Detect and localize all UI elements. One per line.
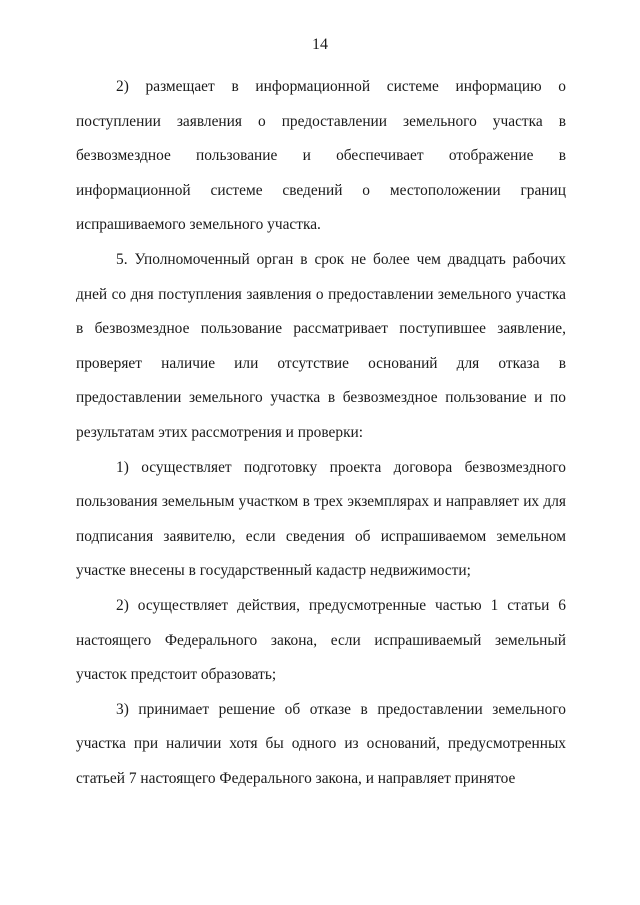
page-body: [76, 70, 566, 796]
paragraph-item-2-placement: 2) размещает в информационной системе информацию о поступлении заявления о предоставлении земельного участка в безвозмездное пользование и обеспечивает отображение в информационной системе сведений о местоположении границ испрашиваемого земельного участка.: [76, 78, 566, 234]
paragraph-item-3-refusal: 3) принимает решение об отказе в предоставлении земельного участка при наличии хотя бы одного из оснований, предусмотренных статьей 7 настоящего Федерального закона, и направляет принятое: [76, 700, 566, 787]
paragraph-item-1-contract: 1) осуществляет подготовку проекта договора безвозмездного пользования земельным участком в трех экземплярах и направляет их для подписания заявителю, если сведения об испрашиваемом земельном участке внесены в государственный кадастр недвижимости;: [76, 458, 566, 580]
paragraph-item-2-actions: 2) осуществляет действия, предусмотренные частью 1 статьи 6 настоящего Федерального закона, если испрашиваемый земельный участок предстоит образовать;: [76, 596, 566, 684]
page-number: 14: [312, 36, 328, 53]
paragraph-clause-5: 5. Уполномоченный орган в срок не более чем двадцать рабочих дней со дня поступления заявления о предоставлении земельного участка в безвозмездное пользование рассматривает поступившее заявление, проверяет наличие или отсутствие оснований для отказа в предоставлении земельного участка в безвозмездное пользование и по результатам этих рассмотрения и проверки:: [76, 250, 566, 441]
